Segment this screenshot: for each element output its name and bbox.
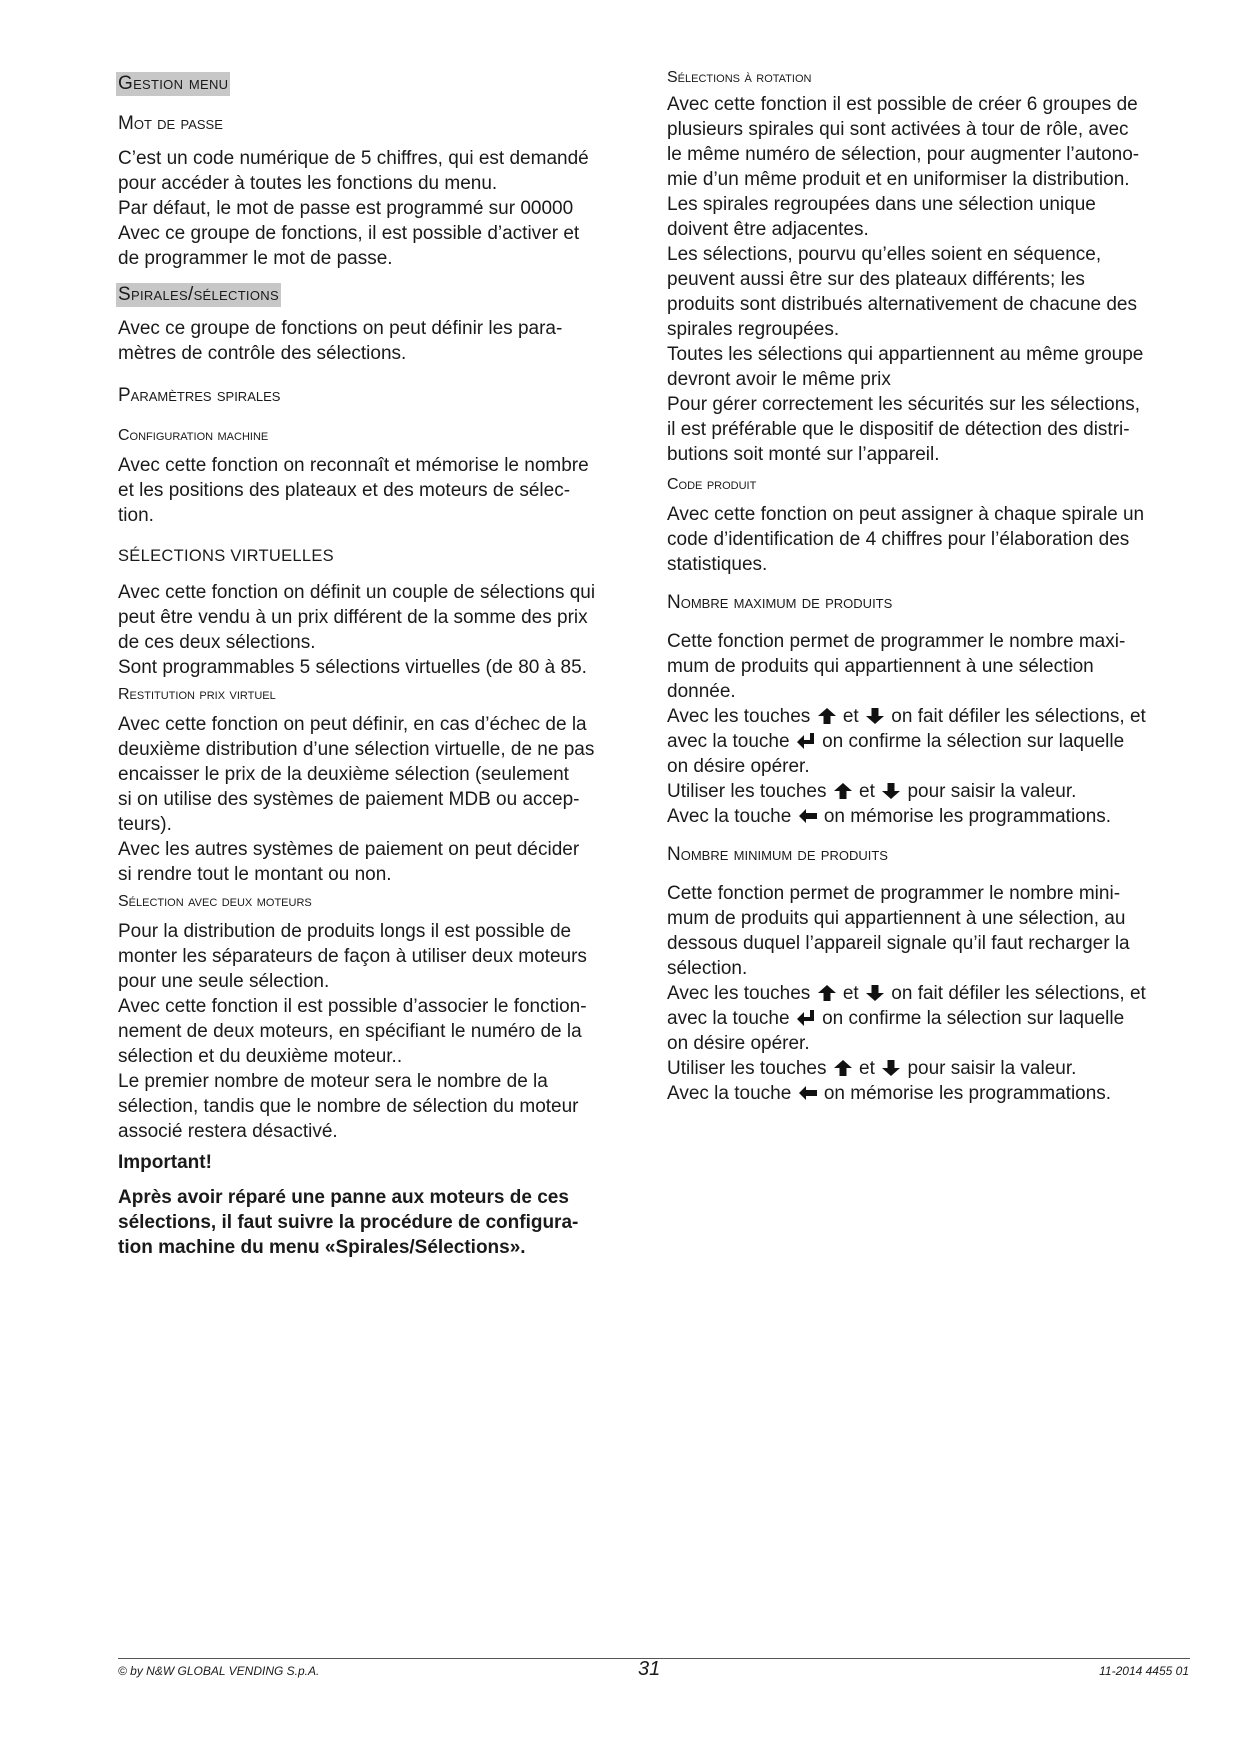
arrow-up-icon: [817, 707, 837, 725]
enter-key-icon: [796, 732, 816, 750]
code-produit-text: Avec cette fonction on peut assigner à chaque spirale un code d’identification de 4 chiffres pour l’élaboration des statistiques.: [667, 504, 1145, 575]
back-arrow-icon: [798, 1084, 818, 1102]
virtuelles-heading: SÉLECTIONS VIRTUELLES: [118, 547, 334, 565]
code-produit-heading: Code produit: [667, 476, 757, 493]
deux-moteurs-text: Pour la distribution de produits longs il est possible de monter les séparateurs de façon à utiliser deux moteurs pour une seule sélection. Avec cette fonction il est possible d’associer le fonction- nement de deux moteurs, en spécifiant le numéro de la sélection et du deuxième moteur.. Le premier nombre de moteur sera le nombre de la sélection, tandis que le nombre de sélection du moteur associé restera désactivé.: [118, 921, 587, 1142]
back-arrow-icon: [798, 807, 818, 825]
arrow-up-icon: [817, 984, 837, 1002]
mot-de-passe-heading: Mot de passe: [118, 113, 223, 134]
virtuelles-text: Avec cette fonction on définit un couple de sélections qui peut être vendu à un prix différent de la somme des prix de ces deux sélections. Sont programmables 5 sélections virtuelles (de 80 à 85.: [118, 582, 596, 678]
arrow-up-icon: [833, 1059, 853, 1077]
page-number: 31: [638, 1658, 661, 1680]
restitution-heading: Restitution prix virtuel: [118, 686, 276, 703]
parametres-heading: Paramètres spirales: [118, 385, 281, 406]
arrow-down-icon: [881, 782, 901, 800]
rotation-text: Avec cette fonction il est possible de créer 6 groupes de plusieurs spirales qui sont activées à tour de rôle, avec le même numéro de sélection, pour augmenter l’autono- mie d’un même produit et en uniformiser la distribution. Les spirales regroupées dans une sélection unique doivent être adjacentes. Les sélections, pourvu qu’elles soient en séquence, peuvent aussi être sur des plateaux différents; les produits sont distribués alternativement de chacune des spirales regroupées. Toutes les sélections qui appartiennent au même groupe devront avoir le même prix Pour gérer correctement les sécurités sur les sélections, il est préférable que le dispositif de détection des distri- butions soit monté sur l’appareil.: [667, 94, 1144, 465]
gestion-menu-heading: Gestion menu: [118, 73, 229, 94]
enter-key-icon: [796, 1009, 816, 1027]
min-text: Cette fonction permet de programmer le nombre mini- mum de produits qui appartiennent à une sélection, au dessous duquel l’appareil signale qu’il faut recharger la sélection. Avec les touches et on fait défiler les sélections, et avec la touche on confirme la sélection sur laquelle on désire opérer. Utiliser les touches et pour saisir la valeur. Avec la touche on mémorise les programmations.: [667, 883, 1146, 1104]
footer-doc-ref: 11-2014 4455 01: [1099, 1664, 1189, 1678]
configuration-heading: Configuration machine: [118, 427, 269, 444]
restitution-text: Avec cette fonction on peut définir, en cas d’échec de la deuxième distribution d’une sélection virtuelle, de ne pas encaisser le prix de la deuxième sélection (seulement si on utilise des systèmes de paiement MDB ou accep- teurs). Avec les autres systèmes de paiement on peut décider si rendre tout le montant ou non.: [118, 714, 595, 885]
arrow-down-icon: [865, 707, 885, 725]
left-column: [118, 62, 638, 1260]
footer-copyright: © by N&W GLOBAL VENDING S.p.A.: [118, 1664, 320, 1678]
mot-de-passe-text: C’est un code numérique de 5 chiffres, qui est demandé pour accéder à toutes les fonctions du menu. Par défaut, le mot de passe est programmé sur 00000 Avec ce groupe de fonctions, il est possible d’activer et de programmer le mot de passe.: [118, 148, 589, 269]
rotation-heading: Sélections à rotation: [667, 69, 812, 86]
right-column: [667, 62, 1197, 1106]
important-label: Important!: [118, 1152, 212, 1173]
spirales-heading: Spirales/sélections: [118, 284, 279, 305]
configuration-text: Avec cette fonction on reconnaît et mémorise le nombre et les positions des plateaux et des moteurs de sélec- tion.: [118, 455, 589, 526]
spirales-text: Avec ce groupe de fonctions on peut définir les para- mètres de contrôle des sélections.: [118, 318, 563, 364]
min-heading: Nombre minimum de produits: [667, 844, 888, 865]
max-heading: Nombre maximum de produits: [667, 592, 893, 613]
max-text: Cette fonction permet de programmer le nombre maxi- mum de produits qui appartiennent à une sélection donnée. Avec les touches et on fait défiler les sélections, et avec la touche on confirme la sélection sur laquelle on désire opérer. Utiliser les touches et pour saisir la valeur. Avec la touche on mémorise les programmations.: [667, 631, 1146, 827]
warning-text: Après avoir réparé une panne aux moteurs de ces sélections, il faut suivre la procédure de configura- tion machine du menu «Spirales/Sélections».: [118, 1187, 579, 1258]
deux-moteurs-heading: Sélection avec deux moteurs: [118, 893, 312, 910]
arrow-down-icon: [881, 1059, 901, 1077]
arrow-up-icon: [833, 782, 853, 800]
arrow-down-icon: [865, 984, 885, 1002]
